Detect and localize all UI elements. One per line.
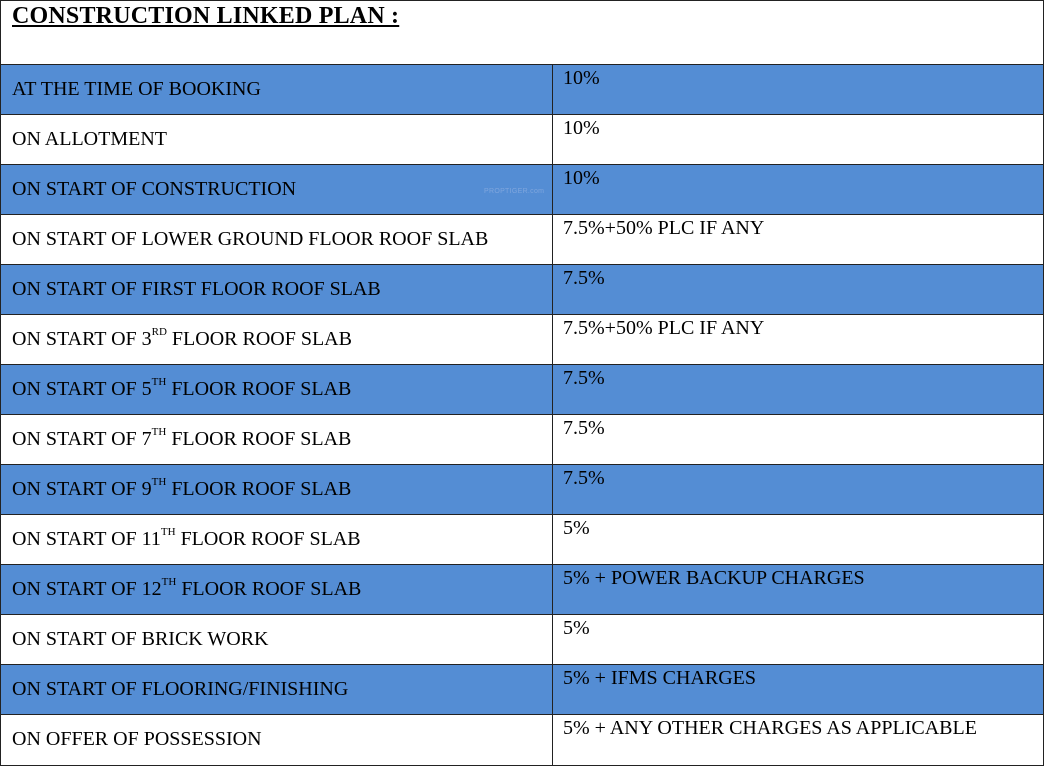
column-divider xyxy=(552,65,553,115)
ordinal-suffix: TH xyxy=(161,576,177,588)
ordinal-suffix: TH xyxy=(151,476,167,488)
column-divider xyxy=(552,115,553,165)
column-divider xyxy=(552,365,553,415)
column-divider xyxy=(552,215,553,265)
payment-cell: 7.5% xyxy=(563,467,605,489)
stage-cell: ON START OF CONSTRUCTION xyxy=(12,178,297,200)
table-row xyxy=(0,664,1044,715)
column-divider xyxy=(552,265,553,315)
stage-text: FLOOR ROOF SLAB xyxy=(166,328,352,350)
table-row xyxy=(0,64,1044,115)
table-row xyxy=(0,514,1044,565)
column-divider xyxy=(552,165,553,215)
stage-cell xyxy=(12,528,361,551)
payment-cell: 10% xyxy=(563,67,600,89)
payment-cell: 5% xyxy=(563,617,590,639)
table-row xyxy=(0,314,1044,365)
payment-cell: 7.5% xyxy=(563,367,605,389)
stage-text: FLOOR ROOF SLAB xyxy=(175,528,361,550)
table-row xyxy=(0,364,1044,415)
stage-cell xyxy=(12,328,352,351)
ordinal-suffix: TH xyxy=(151,426,167,438)
title-row xyxy=(0,0,1044,65)
column-divider xyxy=(552,315,553,365)
stage-text: ON START OF 7 xyxy=(12,428,152,450)
payment-cell: 5% + ANY OTHER CHARGES AS APPLICABLE xyxy=(563,717,977,739)
stage-cell: ON START OF BRICK WORK xyxy=(12,628,269,650)
stage-text: ON START OF 9 xyxy=(12,478,152,500)
stage-text: FLOOR ROOF SLAB xyxy=(166,428,352,450)
stage-text: ON START OF 3 xyxy=(12,328,152,350)
table-row xyxy=(0,114,1044,165)
stage-text: FLOOR ROOF SLAB xyxy=(176,578,362,600)
payment-cell: 7.5%+50% PLC IF ANY xyxy=(563,317,765,339)
stage-cell xyxy=(12,378,351,401)
table-row xyxy=(0,414,1044,465)
payment-cell: 5% + POWER BACKUP CHARGES xyxy=(563,567,865,589)
column-divider xyxy=(552,615,553,665)
stage-cell: AT THE TIME OF BOOKING xyxy=(12,78,261,100)
stage-text: ON START OF 5 xyxy=(12,378,152,400)
stage-text: ON START OF 11 xyxy=(12,528,161,550)
payment-cell: 10% xyxy=(563,117,600,139)
plan-title: CONSTRUCTION LINKED PLAN : xyxy=(12,3,400,29)
payment-cell: 5% + IFMS CHARGES xyxy=(563,667,756,689)
stage-text: FLOOR ROOF SLAB xyxy=(166,378,352,400)
column-divider xyxy=(552,715,553,765)
stage-cell: ON START OF FLOORING/FINISHING xyxy=(12,678,349,700)
table-row xyxy=(0,614,1044,665)
payment-cell: 7.5% xyxy=(563,417,605,439)
stage-text: ON START OF 12 xyxy=(12,578,162,600)
column-divider xyxy=(552,415,553,465)
payment-cell: 5% xyxy=(563,517,590,539)
stage-cell: ON START OF FIRST FLOOR ROOF SLAB xyxy=(12,278,381,300)
table-row xyxy=(0,564,1044,615)
table-row xyxy=(0,714,1044,766)
ordinal-suffix: RD xyxy=(151,326,167,338)
table-row xyxy=(0,264,1044,315)
column-divider xyxy=(552,665,553,715)
table-row xyxy=(0,214,1044,265)
watermark: PROPTIGER.com xyxy=(484,188,545,195)
stage-cell xyxy=(12,478,351,501)
table-row xyxy=(0,464,1044,515)
stage-text: FLOOR ROOF SLAB xyxy=(166,478,352,500)
stage-cell: ON ALLOTMENT xyxy=(12,128,167,150)
payment-cell: 7.5% xyxy=(563,267,605,289)
stage-cell xyxy=(12,578,361,601)
ordinal-suffix: TH xyxy=(160,526,176,538)
stage-cell xyxy=(12,428,351,451)
stage-cell: ON OFFER OF POSSESSION xyxy=(12,728,262,750)
column-divider xyxy=(552,515,553,565)
payment-cell: 10% xyxy=(563,167,600,189)
column-divider xyxy=(552,465,553,515)
stage-cell: ON START OF LOWER GROUND FLOOR ROOF SLAB xyxy=(12,228,489,250)
payment-cell: 7.5%+50% PLC IF ANY xyxy=(563,217,765,239)
ordinal-suffix: TH xyxy=(151,376,167,388)
column-divider xyxy=(552,565,553,615)
